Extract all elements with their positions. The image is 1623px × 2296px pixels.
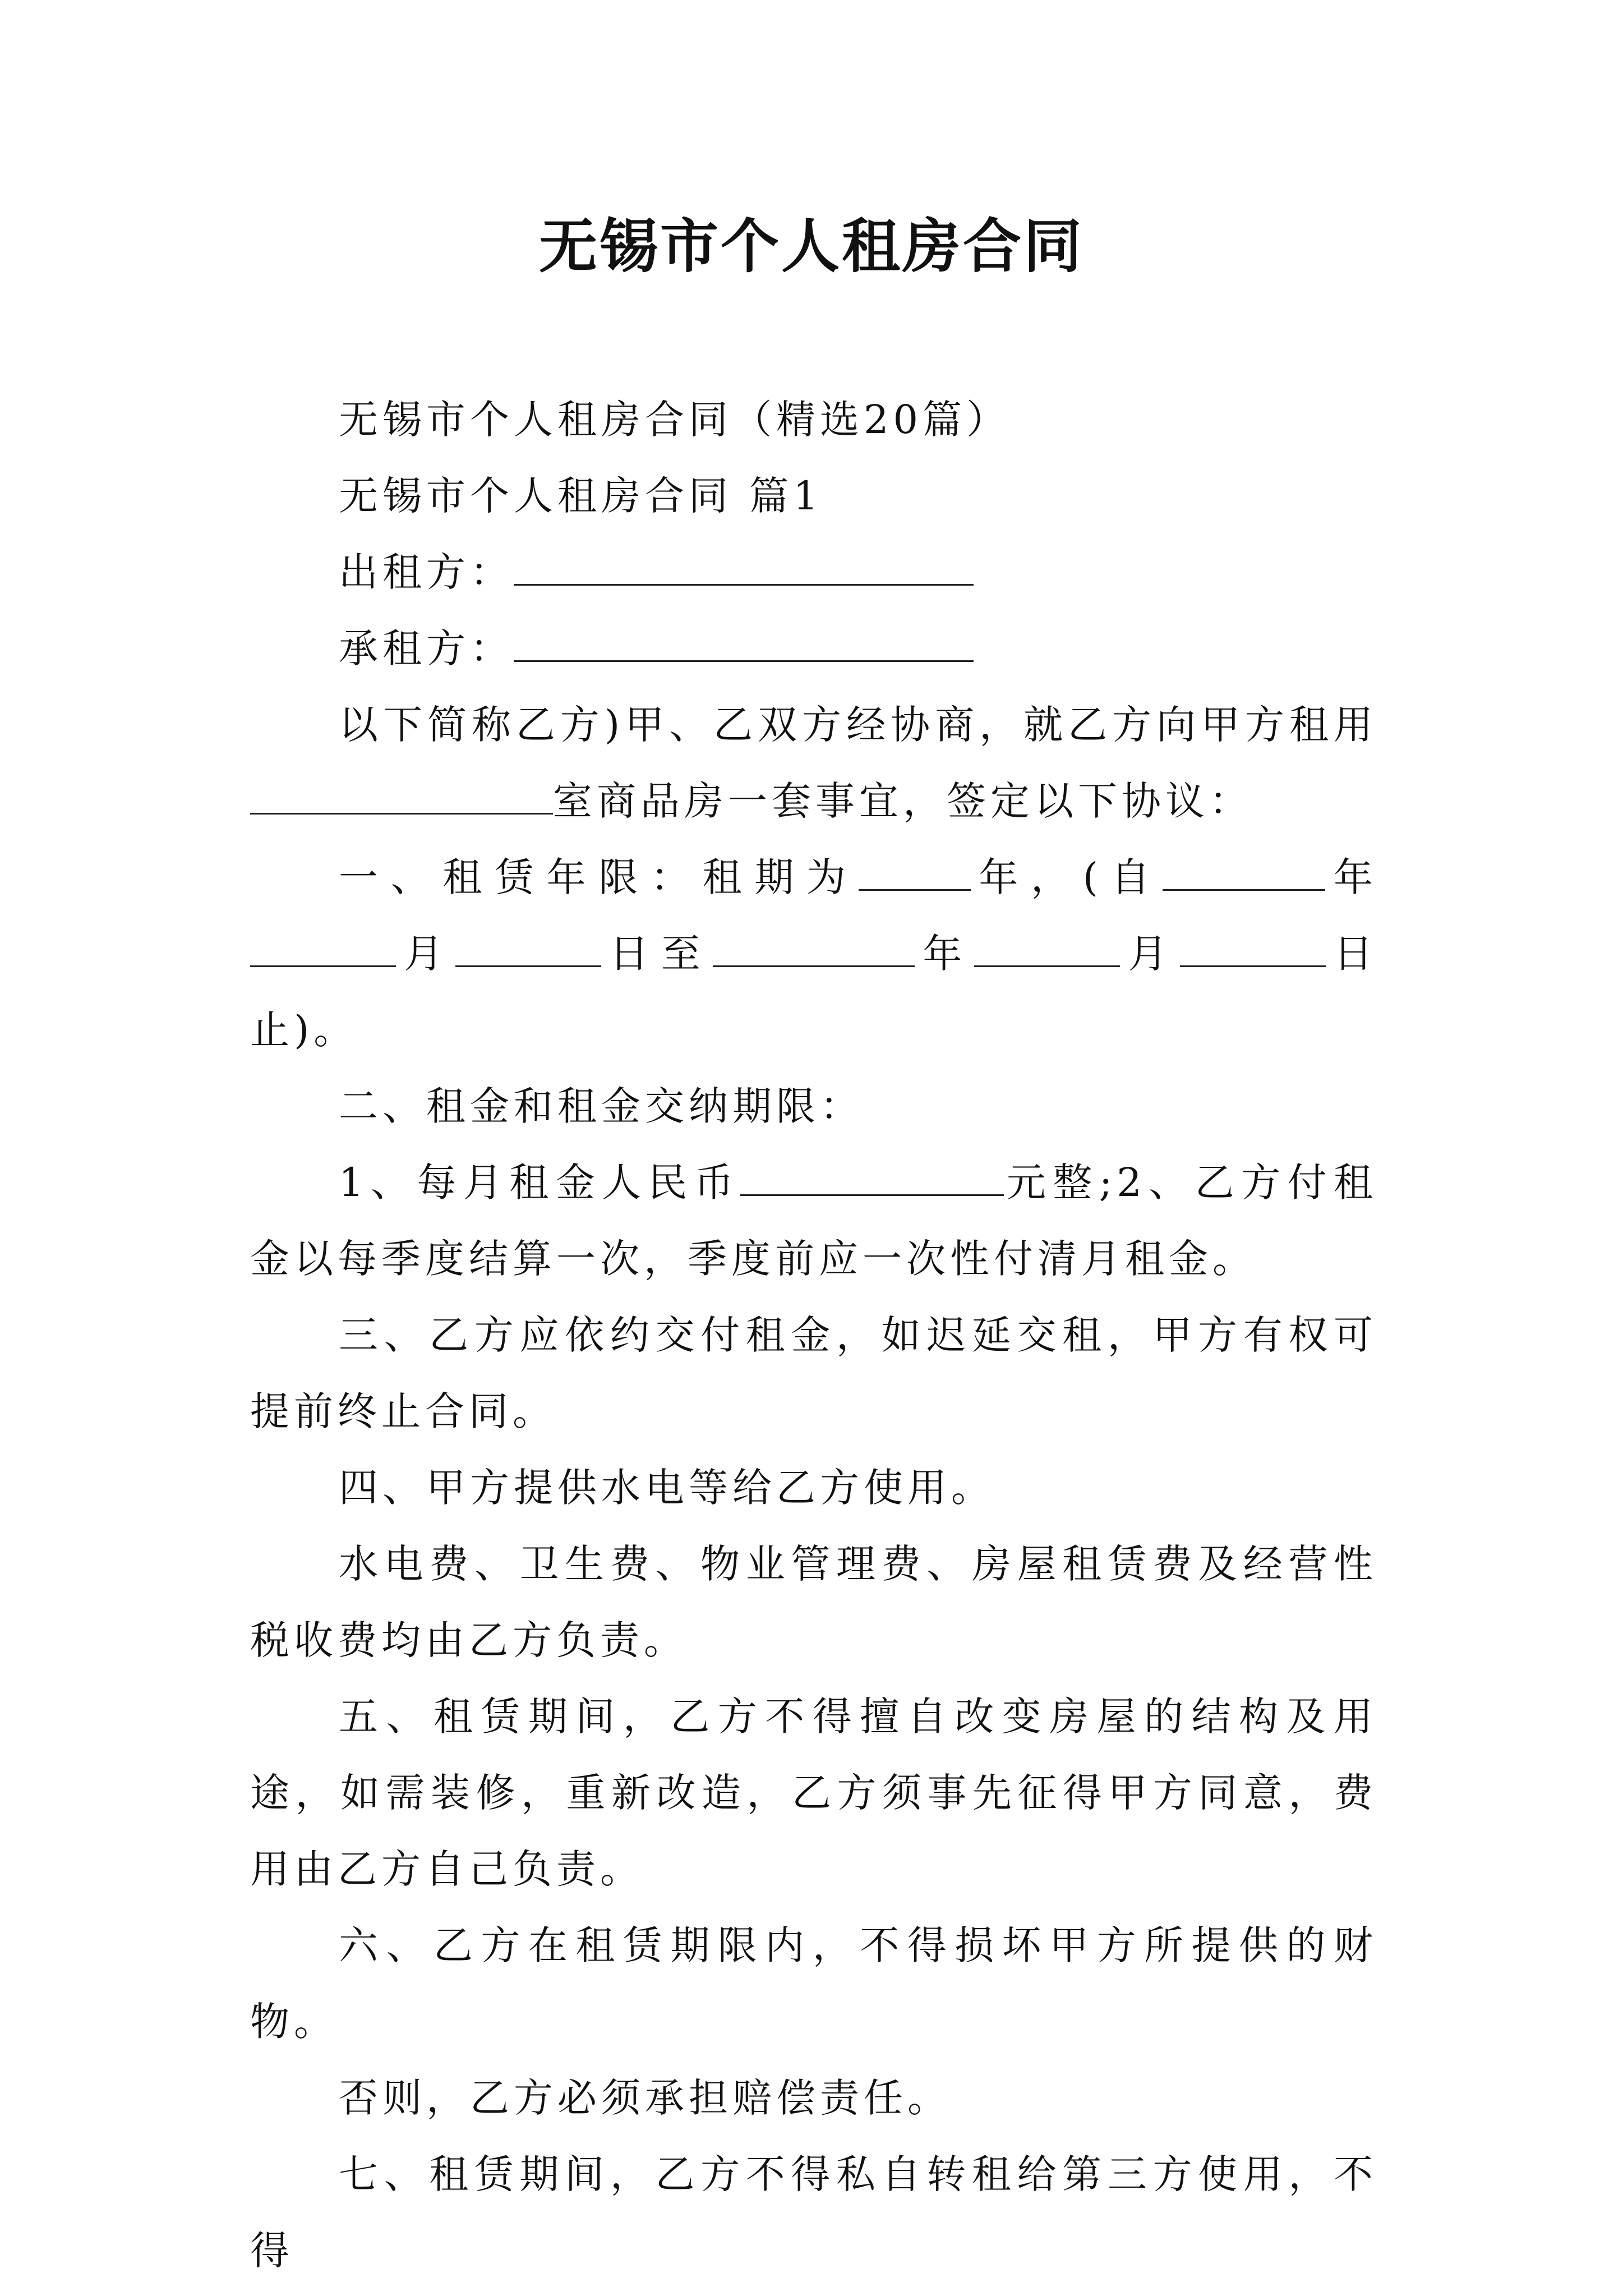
lessor-blank bbox=[514, 551, 974, 586]
rent-text-1: 1、每月租金人民币 bbox=[339, 1159, 741, 1205]
term-text-4: 月 bbox=[396, 931, 456, 977]
term-text-1: 一、租赁年限：租期为 bbox=[339, 854, 859, 900]
clause-2-heading-text: 二、租金和租金交纳期限： bbox=[339, 1083, 864, 1129]
clause-intro-text-1: 以下简称乙方)甲、乙双方经协商，就乙方向甲方租用 bbox=[339, 702, 1377, 748]
end-day-blank bbox=[1180, 933, 1326, 967]
term-text-7: 月 bbox=[1120, 931, 1180, 977]
lessor-line bbox=[250, 534, 1377, 610]
rent-amount-blank bbox=[740, 1162, 1004, 1196]
clause-2-heading bbox=[250, 1068, 1377, 1144]
term-text-6: 年 bbox=[915, 931, 975, 977]
doc-section-heading bbox=[250, 458, 1377, 534]
doc-subtitle-text: 无锡市个人租房合同（精选20篇） bbox=[339, 397, 1011, 443]
clause-7 bbox=[250, 2136, 1377, 2289]
clause-5-text: 五、租赁期间，乙方不得擅自改变房屋的结构及用途，如需装修，重新改造，乙方须事先征得甲方同意，费用由乙方自己负责。 bbox=[250, 1694, 1377, 1892]
clause-6-liability-text: 否则，乙方必须承担赔偿责任。 bbox=[339, 2075, 951, 2121]
lessor-label: 出租方： bbox=[339, 549, 514, 595]
room-blank bbox=[250, 780, 553, 815]
clause-4-text: 四、甲方提供水电等给乙方使用。 bbox=[339, 1465, 995, 1511]
clause-6 bbox=[250, 1907, 1377, 2060]
term-years-blank bbox=[859, 857, 971, 891]
clause-5 bbox=[250, 1678, 1377, 1907]
clause-7-text: 七、租赁期间，乙方不得私自转租给第三方使用，不得 bbox=[250, 2151, 1377, 2274]
lessee-blank bbox=[514, 628, 974, 662]
clause-intro-text-2: 室商品房一套事宜，签定以下协议： bbox=[553, 778, 1253, 824]
clause-3-text: 三、乙方应依约交付租金，如迟延交租，甲方有权可提前终止合同。 bbox=[250, 1312, 1377, 1434]
term-text-5: 日至 bbox=[601, 931, 713, 977]
clause-4 bbox=[250, 1450, 1377, 1526]
term-text-3: 年 bbox=[1325, 854, 1378, 900]
clause-1-term bbox=[250, 839, 1377, 1068]
end-year-blank bbox=[713, 933, 915, 967]
start-year-blank bbox=[1163, 857, 1325, 891]
start-month-blank bbox=[250, 933, 396, 967]
clause-6-liability bbox=[250, 2060, 1377, 2136]
start-day-blank bbox=[455, 933, 601, 967]
doc-section-heading-text: 无锡市个人租房合同 篇1 bbox=[339, 473, 823, 519]
clause-2-rent bbox=[250, 1144, 1377, 1297]
end-month-blank bbox=[974, 933, 1120, 967]
clause-3 bbox=[250, 1297, 1377, 1450]
term-text-8: 日止)。 bbox=[250, 931, 1378, 1053]
doc-subtitle bbox=[250, 381, 1377, 458]
document-body bbox=[250, 381, 1377, 2289]
clause-4-fees-text: 水电费、卫生费、物业管理费、房屋租赁费及经营性税收费均由乙方负责。 bbox=[250, 1541, 1377, 1663]
lessee-label: 承租方： bbox=[339, 625, 514, 671]
lessee-line bbox=[250, 610, 1377, 687]
term-text-2: 年，(自 bbox=[970, 854, 1163, 900]
clause-intro bbox=[250, 687, 1377, 839]
document-title: 无锡市个人租房合同 bbox=[538, 211, 1084, 280]
clause-4-fees bbox=[250, 1526, 1377, 1678]
clause-6-text: 六、乙方在租赁期限内，不得损坏甲方所提供的财物。 bbox=[250, 1922, 1377, 2045]
rent-text-2: 元整;2、乙方付租金以每季度结算一次，季度前应一次性付清月租金。 bbox=[250, 1159, 1377, 1282]
